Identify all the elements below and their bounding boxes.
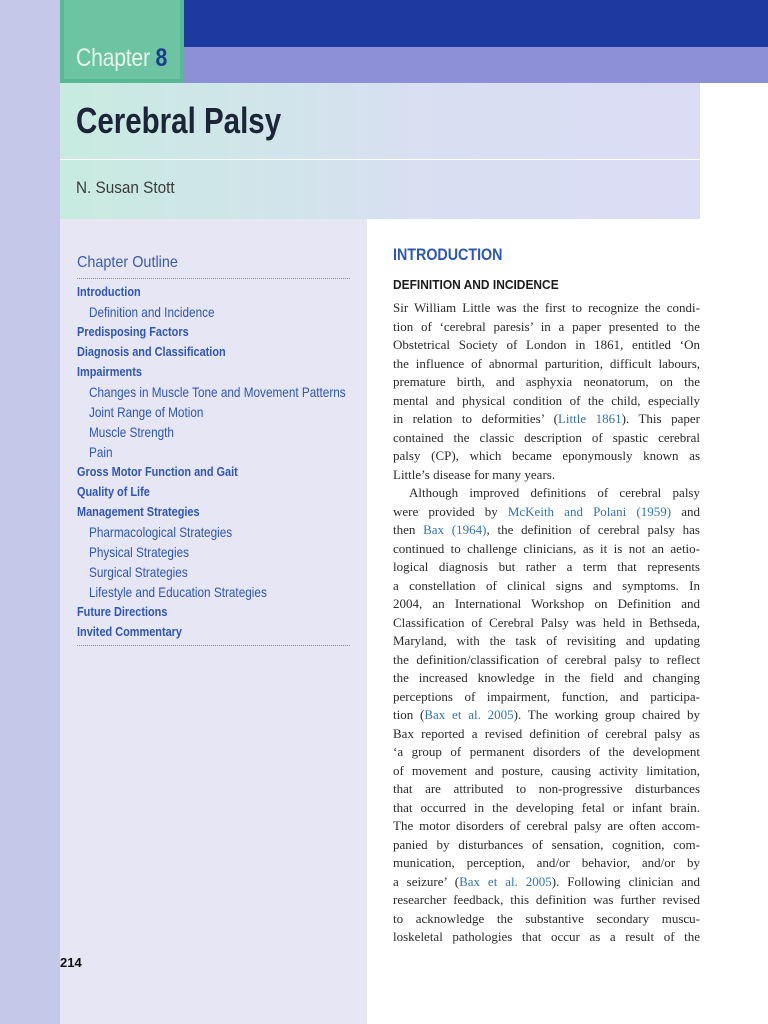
text-line [393, 355, 700, 374]
text-line [393, 484, 700, 503]
text-segment: Obstetrical Society of London in 1861, entitled ‘On [393, 337, 700, 352]
outline-item-label: Future Directions [77, 604, 168, 619]
text-segment: logical diagnosis but rather a term that represents [393, 559, 700, 574]
text-line [393, 799, 700, 818]
outline-section-link[interactable] [77, 344, 357, 364]
text-line [393, 725, 700, 744]
text-segment: Little’s disease for many years. [393, 466, 556, 482]
outline-subsection-link[interactable] [77, 544, 357, 564]
text-line [393, 503, 700, 522]
text-line [393, 373, 700, 392]
text-segment: Maryland, with the task of revisiting and updating [393, 633, 700, 648]
outline-item-label: Physical Strategies [89, 544, 190, 560]
outline-section-link[interactable] [77, 484, 357, 504]
citation-link[interactable]: Bax et al. 2005 [459, 873, 552, 889]
text-line [393, 928, 700, 947]
text-segment: , the definition of cerebral palsy has [486, 522, 700, 537]
text-line [393, 447, 700, 466]
citation-link[interactable]: McKeith and Polani (1959) [507, 503, 672, 519]
text-segment: tion ( [393, 707, 425, 722]
text-line [393, 836, 700, 855]
outline-item-label: Diagnosis and Classification [77, 344, 226, 359]
author-name: N. Susan Stott [76, 178, 175, 197]
text-segment: premature birth, and asphyxia neonatorum, on the [393, 374, 700, 389]
text-line [393, 743, 700, 762]
body-text [393, 299, 700, 947]
outline-top-rule [77, 278, 350, 279]
outline-item-label: Impairments [77, 364, 142, 379]
text-segment: Although improved definitions of cerebral palsy [409, 485, 700, 500]
outline-subsection-link[interactable] [77, 524, 357, 544]
text-segment: perceptions of impairment, function, and participa- [393, 688, 700, 704]
text-line [393, 540, 700, 559]
text-line [393, 762, 700, 781]
outline-section-link[interactable] [77, 604, 357, 624]
title-divider [60, 159, 700, 160]
text-segment: mental and physical condition of the child, especially [393, 392, 700, 408]
outline-item-label: Invited Commentary [77, 624, 182, 639]
chapter-title: Cerebral Palsy [76, 100, 282, 141]
text-segment: and [671, 503, 700, 519]
text-segment: the influence of abnormal parturition, difficult labours, [393, 355, 700, 371]
text-segment: 2004, an International Workshop on Definition and [393, 596, 700, 611]
text-segment: a constellation of clinical signs and symptoms. In [393, 577, 700, 593]
outline-item-label: Predisposing Factors [77, 324, 189, 339]
outline-subsection-link[interactable] [77, 584, 357, 604]
text-line [393, 429, 700, 448]
text-segment: tion of ‘cerebral paresis’ in a paper presented to the [393, 318, 700, 334]
text-line [393, 706, 700, 725]
text-line [393, 910, 700, 929]
text-segment: ‘a group of permanent disorders of the development [393, 744, 700, 759]
text-segment: Bax reported a revised definition of cerebral palsy as [393, 725, 700, 741]
text-segment: Sir William Little was the first to recognize the condi- [393, 300, 700, 315]
text-segment: to acknowledge the substantive secondary muscu- [393, 910, 700, 926]
text-line [393, 614, 700, 633]
outline-section-link[interactable] [77, 464, 357, 484]
citation-link[interactable]: Little 1861 [557, 411, 622, 426]
text-line [393, 651, 700, 670]
text-segment: a seizure’ ( [393, 873, 460, 889]
outline-item-label: Joint Range of Motion [89, 404, 204, 420]
text-line [393, 632, 700, 651]
outline-item-label: Gross Motor Function and Gait [77, 464, 238, 479]
text-segment: in relation to deformities’ ( [393, 411, 558, 426]
outline-section-link[interactable] [77, 364, 357, 384]
citation-link[interactable]: Bax (1964) [423, 522, 487, 537]
text-line [393, 558, 700, 577]
text-segment: that occurred in the developing fetal or infant brain. [393, 799, 700, 815]
text-segment: ). The working group chaired by [513, 707, 700, 722]
text-segment: ). This paper [621, 411, 700, 426]
text-line [393, 817, 700, 836]
outline-subsection-link[interactable] [77, 304, 357, 324]
outline-subsection-link[interactable] [77, 384, 357, 404]
text-segment: loskeletal pathologies that occur as a result of the [393, 929, 700, 944]
outline-bottom-rule [77, 645, 350, 646]
outline-subsection-link[interactable] [77, 564, 357, 584]
outline-item-label: Introduction [77, 284, 141, 299]
text-segment: ). Following clinician and [551, 873, 700, 889]
text-segment: the increased knowledge in the field and changing [393, 670, 700, 685]
text-segment: contained the classic description of spastic cerebral [393, 429, 700, 445]
text-line [393, 688, 700, 707]
text-segment: panied by disturbances of sensation, cognition, com- [393, 836, 700, 852]
outline-item-label: Management Strategies [77, 504, 200, 519]
outline-item-label: Muscle Strength [89, 424, 174, 440]
section-heading: INTRODUCTION [393, 245, 503, 264]
chapter-outline-list [77, 284, 357, 644]
chapter-number: 8 [155, 44, 168, 72]
outline-subsection-link[interactable] [77, 444, 357, 464]
outline-section-link[interactable] [77, 284, 357, 304]
outline-item-label: Surgical Strategies [89, 564, 188, 580]
text-line [393, 392, 700, 411]
header-bar [184, 0, 768, 47]
outline-subsection-link[interactable] [77, 404, 357, 424]
text-line [393, 595, 700, 614]
text-line [393, 780, 700, 799]
text-segment: The motor disorders of cerebral palsy are often accom- [393, 818, 700, 833]
outline-item-label: Pain [89, 444, 113, 460]
outline-section-link[interactable] [77, 324, 357, 344]
text-segment: that are attributed to non-progressive disturbances [393, 781, 700, 796]
outline-item-label: Definition and Incidence [89, 304, 215, 320]
text-line [393, 873, 700, 892]
text-line [393, 466, 700, 485]
text-segment: then [393, 522, 424, 537]
outline-item-label: Lifestyle and Education Strategies [89, 584, 267, 600]
text-segment: Classification of Cerebral Palsy was held in Bethseda, [393, 614, 700, 630]
chapter-word: Chapter [76, 44, 150, 72]
text-segment: researcher feedback, this definition was further revised [393, 892, 700, 907]
text-segment: the definition/classification of cerebral palsy to reflect [393, 651, 700, 667]
text-segment: of movement and posture, causing activity limitation, [393, 762, 700, 778]
outline-section-link[interactable] [77, 504, 357, 524]
text-segment: continued to challenge clinicians, as it is not an aetio- [393, 540, 700, 556]
text-line [393, 669, 700, 688]
chapter-label [76, 44, 167, 73]
outline-section-link[interactable] [77, 624, 357, 644]
left-margin-strip [0, 0, 60, 1024]
outline-item-label: Pharmacological Strategies [89, 524, 233, 540]
text-segment: palsy (CP), which became eponymously known as [393, 448, 700, 463]
text-line [393, 577, 700, 596]
text-segment: munication, perception, and/or behavior, and/or by [393, 855, 700, 870]
text-line [393, 410, 700, 429]
citation-link[interactable]: Bax et al. 2005 [424, 707, 514, 722]
text-line [393, 336, 700, 355]
subsection-heading: DEFINITION AND INCIDENCE [393, 277, 559, 292]
outline-subsection-link[interactable] [77, 424, 357, 444]
page-number: 214 [60, 955, 82, 970]
text-line [393, 299, 700, 318]
text-line [393, 854, 700, 873]
outline-item-label: Changes in Muscle Tone and Movement Patterns [89, 384, 346, 400]
text-segment: were provided by [393, 503, 508, 519]
text-line [393, 521, 700, 540]
outline-item-label: Quality of Life [77, 484, 150, 499]
chapter-outline-heading: Chapter Outline [77, 254, 178, 271]
text-line [393, 318, 700, 337]
text-line [393, 891, 700, 910]
